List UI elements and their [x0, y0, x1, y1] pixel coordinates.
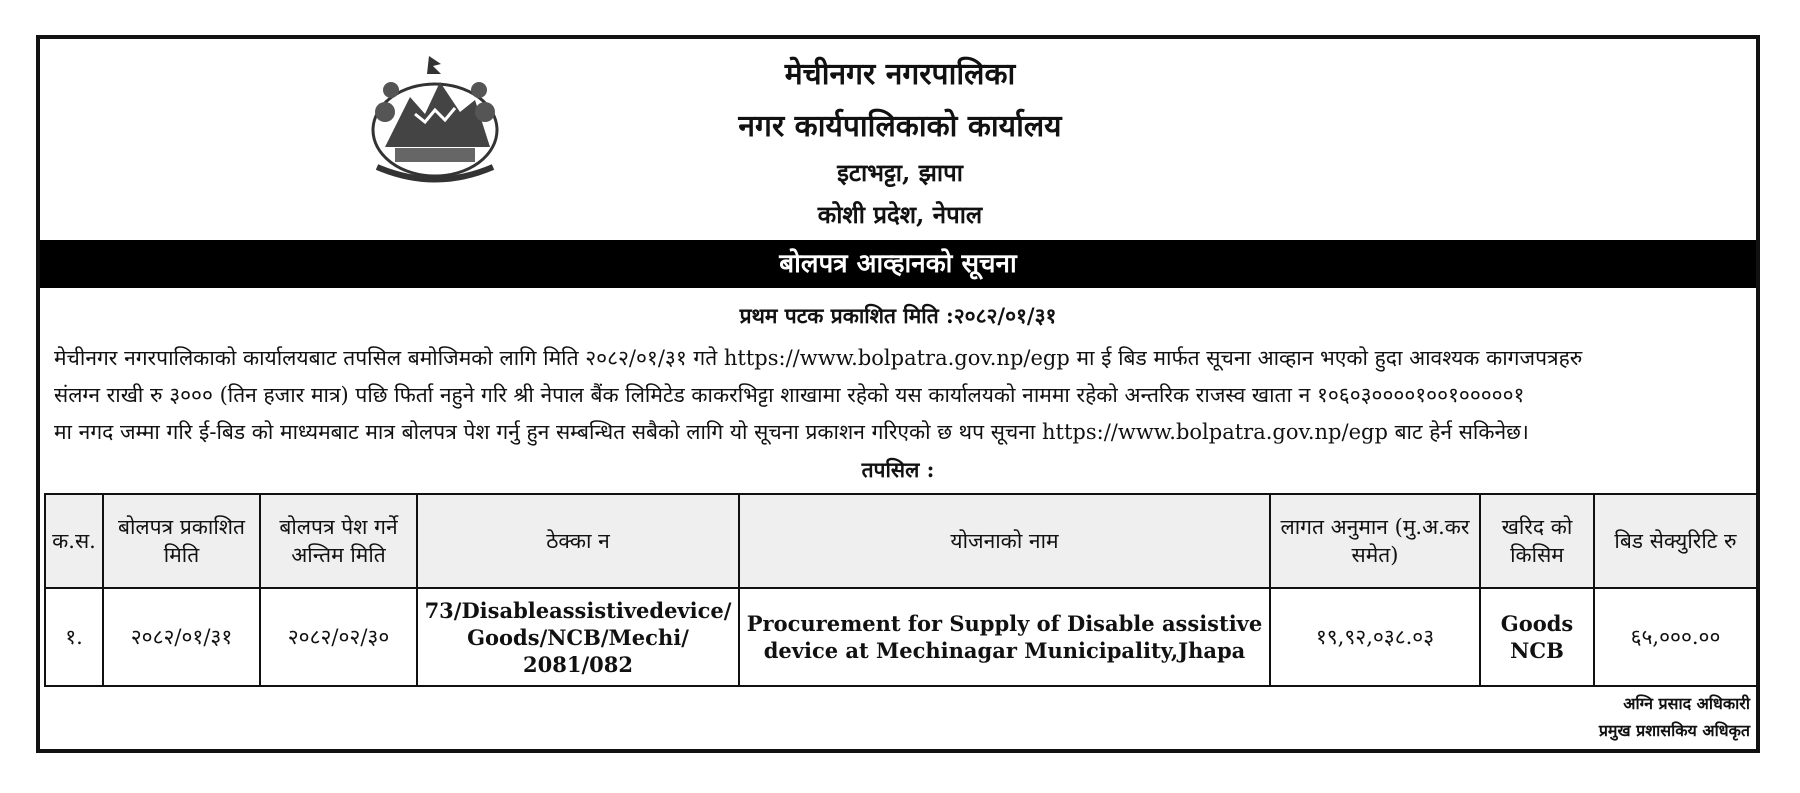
notice-line: संलग्न राखी रु ३००० (तिन हजार मात्र) पछि फिर्ता नहुने गरि श्री नेपाल बैंक लिमिटेड काकरभिट्टा शाखामा रहेको यस कार्यालयको नाममा रहेको अन्तरिक राजस्व खाता न १०६०३००००१००१०००००१	[54, 383, 1525, 407]
details-label: तपसिल :	[861, 457, 935, 482]
office-title: नगर कार्यपालिकाको कार्यालय	[738, 109, 1062, 144]
signature-block	[1599, 690, 1750, 744]
signatory-name: अग्नि प्रसाद अधिकारी	[1623, 694, 1750, 713]
office-province: कोशी प्रदेश, नेपाल	[817, 200, 983, 229]
cell-bid-security: ६५,०००.००	[1594, 588, 1757, 686]
column-header-cost-estimate: लागत अनुमान (मु.अ.कर समेत)	[1270, 494, 1480, 588]
column-header-bid-security: बिड सेक्युरिटि रु	[1594, 494, 1757, 588]
table-row	[45, 588, 1757, 686]
cell-procurement-type: Goods NCB	[1480, 588, 1594, 686]
nepal-emblem-icon	[355, 52, 515, 192]
column-header-procurement-type: खरिद को किसिम	[1480, 494, 1594, 588]
cell-sn: १.	[45, 588, 103, 686]
notice-line: मेचीनगर नगरपालिकाको कार्यालयबाट तपसिल बमोजिमको लागि मिति २०८२/०१/३१ गते https://www.bolpatra.gov.np/egp मा ई बिड मार्फत सूचना आव्हान भएको हुदा आवश्यक कागजपत्रहरु	[54, 346, 1583, 370]
cell-cost-estimate: १९,९२,०३८.०३	[1270, 588, 1480, 686]
tender-table	[44, 493, 1758, 687]
municipality-title: मेचीनगर नगरपालिका	[784, 57, 1016, 92]
column-header-deadline: बोलपत्र पेश गर्ने अन्तिम मिति	[260, 494, 417, 588]
office-address: इटाभट्टा, झापा	[837, 158, 963, 187]
signatory-designation: प्रमुख प्रशासकिय अधिकृत	[1598, 721, 1750, 740]
column-header-contract-no: ठेक्का न	[417, 494, 739, 588]
notice-line: मा नगद जम्मा गरि ई-बिड को माध्यमबाट मात्र बोलपत्र पेश गर्नु हुन सम्बन्धित सबैको लागि यो सूचना प्रकाशन गरिएको छ थप सूचना https://www.bolpatra.gov.np/egp बाट हेर्न सकिनेछ।	[54, 420, 1529, 444]
notice-banner: बोलपत्र आव्हानको सूचना	[40, 240, 1756, 288]
cell-contract-no: 73/Disableassistivedevice/ Goods/NCB/Mechi/ 2081/082	[417, 588, 739, 686]
notice-paragraph	[54, 340, 1754, 451]
column-header-published-date: बोलपत्र प्रकाशित मिति	[103, 494, 260, 588]
cell-published-date: २०८२/०१/३१	[103, 588, 260, 686]
cell-project-name: Procurement for Supply of Disable assistive device at Mechinagar Municipality,Jhapa	[739, 588, 1270, 686]
cell-deadline: २०८२/०२/३०	[260, 588, 417, 686]
table-header-row	[45, 494, 1757, 588]
first-published-date: प्रथम पटक प्रकाशित मिति :२०८२/०१/३१	[739, 303, 1057, 328]
column-header-sn: क.स.	[45, 494, 103, 588]
column-header-project-name: योजनाको नाम	[739, 494, 1270, 588]
